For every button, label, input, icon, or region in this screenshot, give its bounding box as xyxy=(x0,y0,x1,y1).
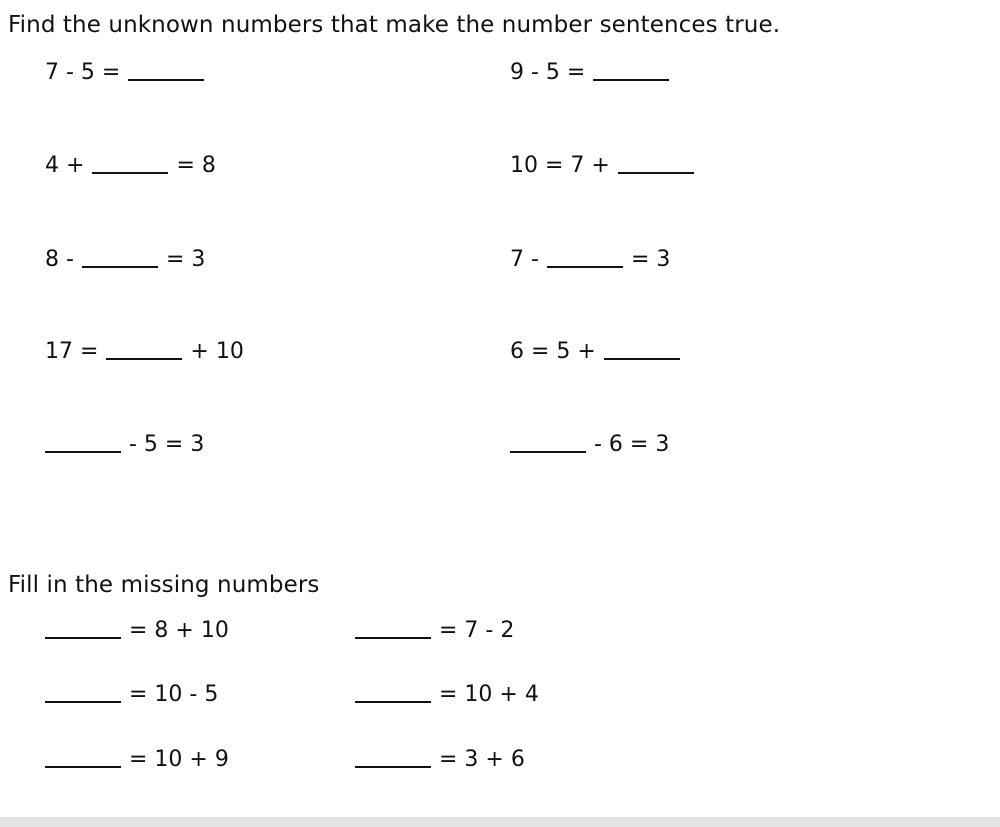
answer-blank[interactable] xyxy=(510,449,586,453)
equation-left-text: 4 + xyxy=(45,153,85,178)
equation-right-text: = 3 xyxy=(165,247,206,272)
section2-title: Fill in the missing numbers xyxy=(8,572,320,598)
equation-right-text: = 10 - 5 xyxy=(129,682,219,707)
equation-right-text: - 6 = 3 xyxy=(594,432,670,457)
answer-blank[interactable] xyxy=(45,699,121,703)
equation-left-text: 8 - xyxy=(45,247,74,272)
equation-left-text: 6 = 5 + xyxy=(510,339,596,364)
fill-equation-5 xyxy=(45,749,229,771)
equation-5 xyxy=(45,249,205,271)
answer-blank[interactable] xyxy=(593,77,669,81)
equation-10 xyxy=(510,434,669,456)
fill-equation-3 xyxy=(45,684,218,706)
answer-blank[interactable] xyxy=(618,170,694,174)
answer-blank[interactable] xyxy=(355,764,431,768)
equation-right-text: = 10 + 9 xyxy=(129,747,229,772)
answer-blank[interactable] xyxy=(45,764,121,768)
equation-7 xyxy=(45,341,244,363)
equation-right-text: = 10 + 4 xyxy=(439,682,539,707)
answer-blank[interactable] xyxy=(128,77,204,81)
answer-blank[interactable] xyxy=(82,264,158,268)
equation-right-text: = 7 - 2 xyxy=(439,618,515,643)
fill-equation-4 xyxy=(355,684,539,706)
section1-title: Find the unknown numbers that make the number sentences true. xyxy=(8,12,781,38)
answer-blank[interactable] xyxy=(355,635,431,639)
equation-right-text: - 5 = 3 xyxy=(129,432,205,457)
fill-equation-2 xyxy=(355,620,514,642)
equation-4 xyxy=(510,155,702,177)
equation-6 xyxy=(510,249,670,271)
answer-blank[interactable] xyxy=(45,635,121,639)
equation-right-text: = 3 + 6 xyxy=(439,747,525,772)
equation-left-text: 7 - xyxy=(510,247,539,272)
equation-right-text: + 10 xyxy=(190,339,244,364)
equation-left-text: 17 = xyxy=(45,339,99,364)
answer-blank[interactable] xyxy=(45,449,121,453)
equation-right-text: = 8 xyxy=(176,153,216,178)
answer-blank[interactable] xyxy=(92,170,168,174)
fill-equation-6 xyxy=(355,749,525,771)
equation-8 xyxy=(510,341,688,363)
equation-9 xyxy=(45,434,204,456)
answer-blank[interactable] xyxy=(547,264,623,268)
equation-1 xyxy=(45,62,212,84)
equation-left-text: 9 - 5 = xyxy=(510,60,586,85)
equation-3 xyxy=(45,155,216,177)
equation-2 xyxy=(510,62,677,84)
equation-right-text: = 8 + 10 xyxy=(129,618,229,643)
answer-blank[interactable] xyxy=(355,699,431,703)
equation-left-text: 7 - 5 = xyxy=(45,60,121,85)
equation-right-text: = 3 xyxy=(630,247,671,272)
answer-blank[interactable] xyxy=(106,356,182,360)
fill-equation-1 xyxy=(45,620,229,642)
equation-left-text: 10 = 7 + xyxy=(510,153,610,178)
bottom-border xyxy=(0,817,1000,827)
answer-blank[interactable] xyxy=(604,356,680,360)
